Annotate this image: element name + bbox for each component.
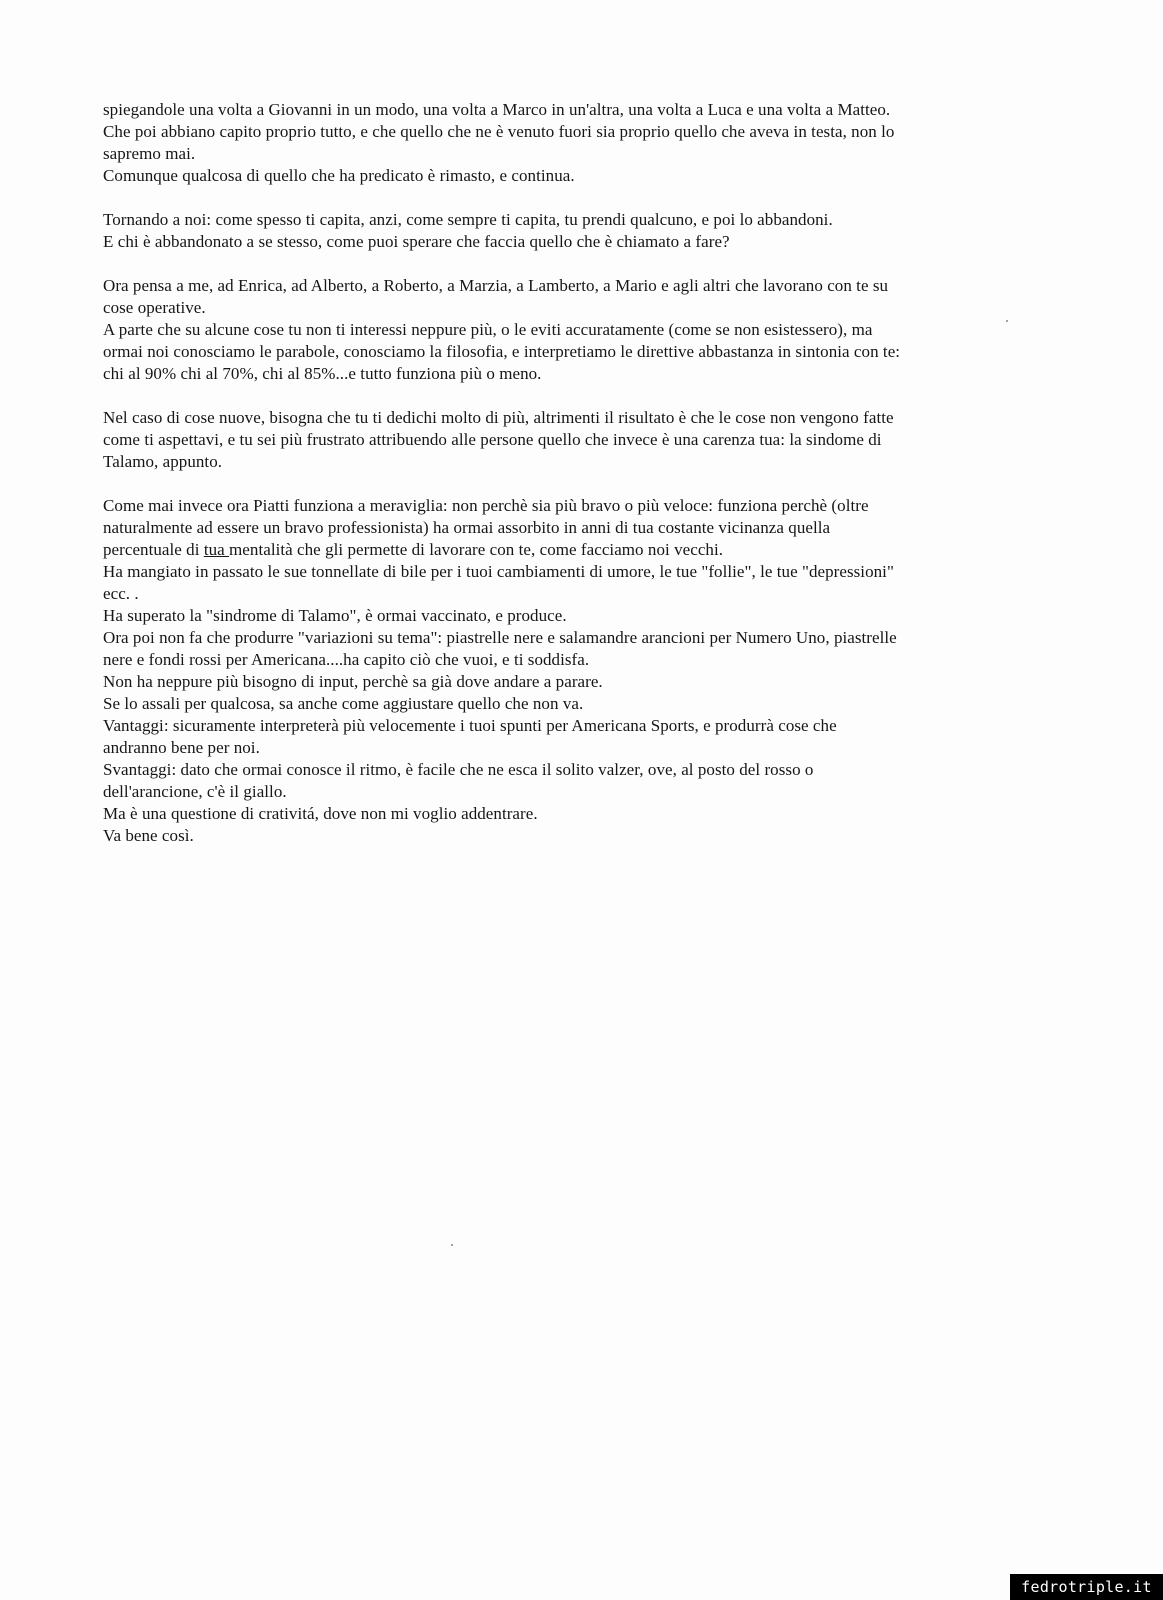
text-line: sapremo mai. [103, 144, 196, 163]
underlined-word: tua [203, 540, 230, 559]
paragraph-3 [103, 275, 1023, 385]
letter-body [103, 99, 1023, 869]
text-line: Comunque qualcosa di quello che ha predicato è rimasto, e continua. [103, 166, 575, 185]
text-line: spiegandole una volta a Giovanni in un modo, una volta a Marco in un'altra, una volta a Luca e una volta a Matteo. [103, 100, 891, 119]
text-line: dell'arancione, c'è il giallo. [103, 782, 287, 801]
text-line: come ti aspettavi, e tu sei più frustrato attribuendo alle persone quello che invece è una carenza tua: la sindome di [103, 430, 882, 449]
paragraph-5 [103, 495, 1023, 847]
text-line: Vantaggi: sicuramente interpreterà più velocemente i tuoi spunti per Americana Sports, e produrrà cose che [103, 716, 837, 735]
text-line: Tornando a noi: come spesso ti capita, anzi, come sempre ti capita, tu prendi qualcuno, e poi lo abbandoni. [103, 210, 833, 229]
text-line: Ha superato la "sindrome di Talamo", è ormai vaccinato, e produce. [103, 606, 567, 625]
paragraph-2 [103, 209, 1023, 253]
text-line: Non ha neppure più bisogno di input, perchè sa già dove andare a parare. [103, 672, 603, 691]
text-line: Nel caso di cose nuove, bisogna che tu ti dedichi molto di più, altrimenti il risultato è che le cose non vengono fatte [103, 408, 894, 427]
text-line [103, 539, 1023, 561]
text-line: Che poi abbiano capito proprio tutto, e che quello che ne è venuto fuori sia proprio quello che aveva in testa, non lo [103, 122, 895, 141]
text-line: Talamo, appunto. [103, 452, 223, 471]
text-line: nere e fondi rossi per Americana....ha capito ciò che vuoi, e ti soddisfa. [103, 650, 590, 669]
scan-speck [1006, 320, 1008, 322]
text-line: chi al 90% chi al 70%, chi al 85%...e tutto funziona più o meno. [103, 364, 542, 383]
text-line: ormai noi conosciamo le parabole, conosciamo la filosofia, e interpretiamo le direttive abbastanza in sintonia con te: [103, 342, 901, 361]
text-fragment: percentuale di [103, 540, 204, 559]
text-line: Svantaggi: dato che ormai conosce il ritmo, è facile che ne esca il solito valzer, ove, al posto del rosso o [103, 760, 814, 779]
text-fragment: mentalità che gli permette di lavorare con te, come facciamo noi vecchi. [229, 540, 724, 559]
text-line: ecc. . [103, 584, 139, 603]
scan-speck [451, 1244, 453, 1246]
paragraph-4 [103, 407, 1023, 473]
text-line: Ha mangiato in passato le sue tonnellate di bile per i tuoi cambiamenti di umore, le tue "follie", le tue "depressioni" [103, 562, 894, 581]
text-line: andranno bene per noi. [103, 738, 260, 757]
text-line: Ora poi non fa che produrre "variazioni su tema": piastrelle nere e salamandre arancioni per Numero Uno, piastrelle [103, 628, 897, 647]
text-line: Ora pensa a me, ad Enrica, ad Alberto, a Roberto, a Marzia, a Lamberto, a Mario e agli altri che lavorano con te su [103, 276, 889, 295]
watermark-label: fedrotriple.it [1010, 1574, 1163, 1600]
text-line: A parte che su alcune cose tu non ti interessi neppure più, o le eviti accuratamente (come se non esistessero), ma [103, 320, 873, 339]
text-line: Se lo assali per qualcosa, sa anche come aggiustare quello che non va. [103, 694, 584, 713]
text-line: Come mai invece ora Piatti funziona a meraviglia: non perchè sia più bravo o più veloce: funziona perchè (oltre [103, 496, 869, 515]
text-line: cose operative. [103, 298, 206, 317]
text-line: E chi è abbandonato a se stesso, come puoi sperare che faccia quello che è chiamato a fare? [103, 232, 730, 251]
text-line: Va bene così. [103, 826, 194, 845]
text-line: naturalmente ad essere un bravo professionista) ha ormai assorbito in anni di tua costante vicinanza quella [103, 518, 831, 537]
text-line: Ma è una questione di crativitá, dove non mi voglio addentrare. [103, 804, 538, 823]
paragraph-1 [103, 99, 1023, 187]
